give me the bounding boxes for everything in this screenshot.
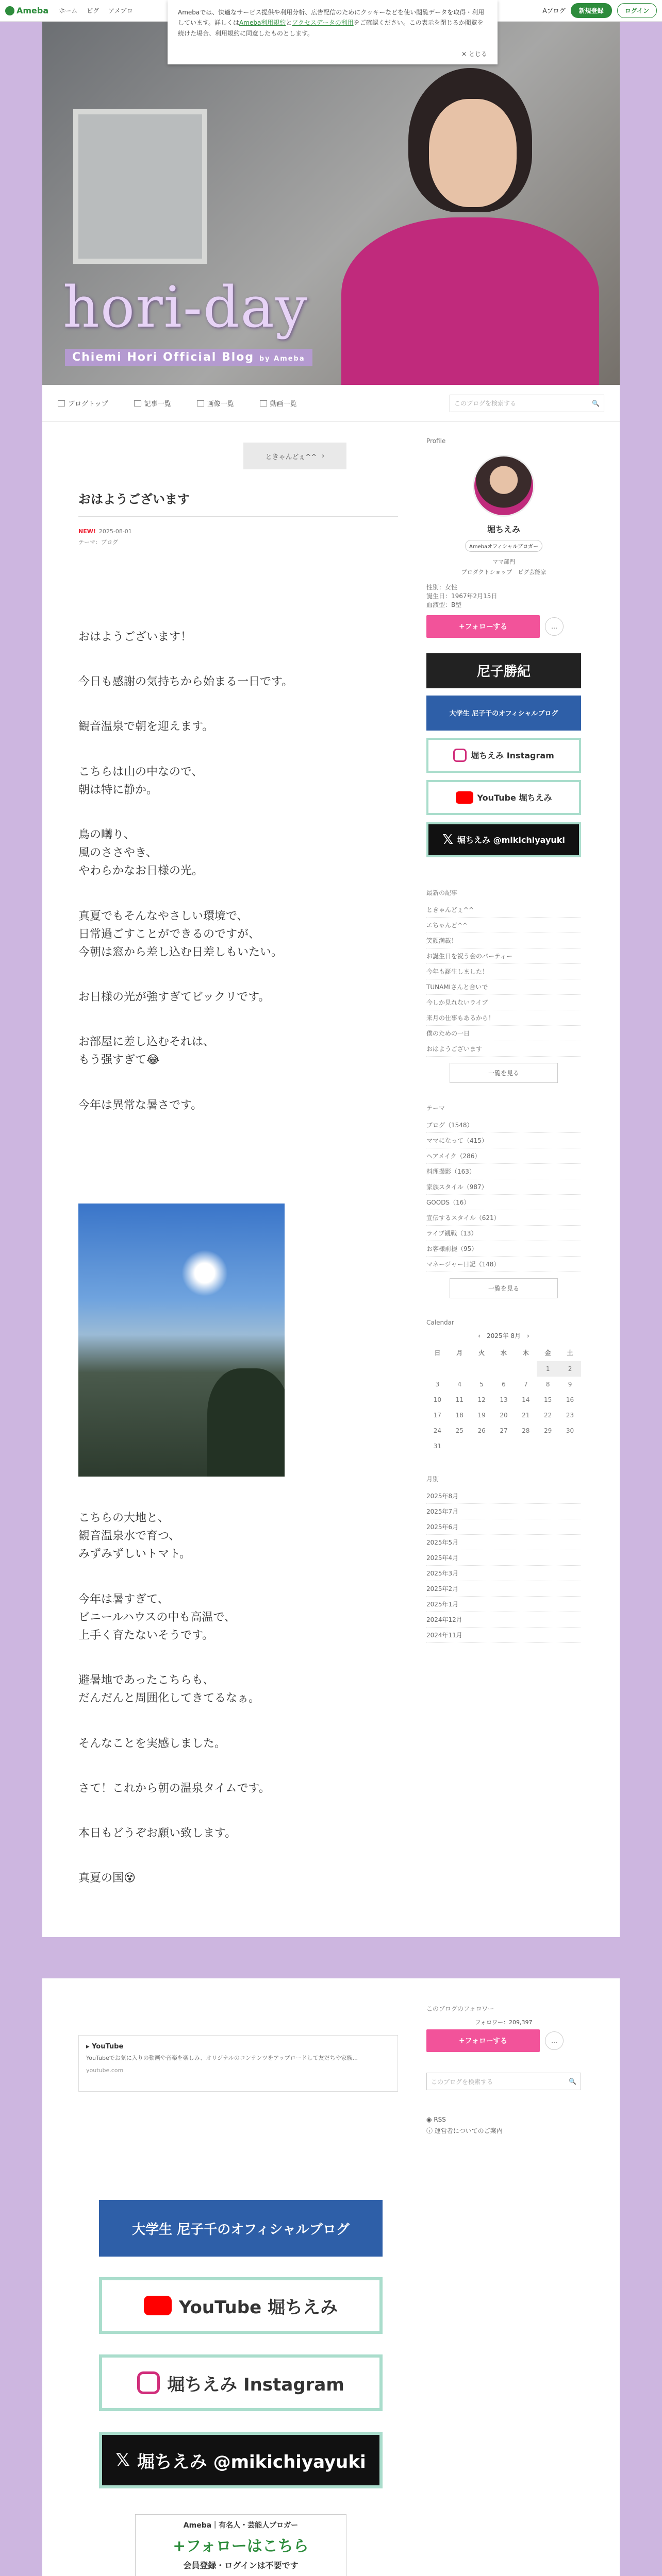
chevron-right-icon: › <box>322 452 325 460</box>
nav-blog-top[interactable]: ブログトップ <box>58 398 108 408</box>
archive-item[interactable]: 2025年5月 <box>426 1535 581 1550</box>
calendar-day[interactable]: 28 <box>522 1427 530 1434</box>
article-title[interactable]: おはようございます <box>78 489 398 517</box>
article-line: そんなことを実感しました。 <box>78 1737 226 1750</box>
article-meta <box>78 527 132 548</box>
follow-button-lower[interactable]: + フォローする <box>426 2029 540 2052</box>
article-line: おはようございます！ <box>78 631 192 643</box>
archive-item[interactable]: 2024年11月 <box>426 1628 581 1643</box>
home-icon <box>58 400 65 406</box>
calendar-day[interactable]: 18 <box>455 1411 464 1419</box>
theme-item[interactable]: ライブ観戦（13） <box>426 1226 581 1241</box>
calendar-weekday: 水 <box>500 1349 507 1357</box>
calendar-day <box>493 1438 515 1454</box>
page-gap <box>0 1937 662 1978</box>
nav-image-list[interactable]: 画像一覧 <box>197 398 234 408</box>
article-paragraph <box>78 826 439 880</box>
youtube-icon <box>456 791 473 804</box>
sidebar-search-input[interactable]: このブログを検索する 🔍 <box>426 2073 581 2090</box>
calendar-day[interactable]: 30 <box>566 1427 574 1434</box>
calendar-day[interactable]: 23 <box>566 1411 574 1419</box>
theme-item[interactable]: ヘアメイク（286） <box>426 1148 581 1164</box>
blog-navbar <box>42 385 620 422</box>
article-line: だんだんと周囲化してきてるなぁ。 <box>78 1692 260 1705</box>
article-paragraph <box>78 628 439 646</box>
recent-article-item[interactable]: 笑顔満載！ <box>426 933 581 948</box>
top-nav-pigg[interactable]: ピグ <box>87 7 100 14</box>
calendar-day <box>537 1438 559 1454</box>
calendar-day[interactable]: 31 <box>433 1442 442 1450</box>
calendar-day[interactable]: 21 <box>522 1411 530 1419</box>
article-line: みずみずしいトマト。 <box>78 1548 191 1561</box>
archive-item[interactable]: 2025年6月 <box>426 1519 581 1535</box>
article-paragraph <box>78 1780 439 1798</box>
profile-name[interactable]: 堀ちえみ <box>487 524 520 534</box>
list-icon <box>134 400 141 406</box>
theme-item[interactable]: GOODS（16） <box>426 1195 581 1210</box>
article-paragraph <box>78 907 439 962</box>
recent-article-item[interactable]: 今年も誕生しました！ <box>426 964 581 979</box>
article-line: 朝は特に静か。 <box>78 783 158 796</box>
banner-amako-katsunori[interactable]: 尼子勝紀 <box>426 653 581 688</box>
start-blog-link[interactable]: Aブログ <box>542 7 566 14</box>
archive-item[interactable]: 2025年2月 <box>426 1581 581 1597</box>
article-paragraph <box>78 988 439 1006</box>
calendar-day <box>449 1361 471 1377</box>
theme-item[interactable]: 料理撮影（163） <box>426 1164 581 1179</box>
follow-button[interactable]: + フォローする <box>426 615 540 638</box>
prev-article-button[interactable]: ときゃんどぇ^^ › <box>243 443 346 469</box>
footer-banner-instagram[interactable]: 堀ちえみ Instagram <box>99 2354 383 2411</box>
calendar-table <box>426 1344 581 1454</box>
article-paragraph <box>78 763 439 799</box>
article-line: もう强すぎて😂 <box>78 1054 160 1067</box>
banner-x[interactable]: 𝕏 堀ちえみ @mikichiyayuki <box>426 822 581 857</box>
blog-title[interactable]: hori-day <box>63 274 309 340</box>
calendar-day[interactable]: 2 <box>559 1361 581 1377</box>
calendar-day[interactable]: 5 <box>479 1380 484 1388</box>
article-line: ビニールハウスの中も高温で、 <box>78 1611 236 1624</box>
calendar-day <box>493 1361 515 1377</box>
recent-article-item[interactable]: エちゃんど^^ <box>426 918 581 933</box>
archive-item[interactable]: 2025年1月 <box>426 1597 581 1612</box>
calendar-day[interactable]: 25 <box>455 1427 464 1434</box>
youtube-card-url: youtube.com <box>86 2067 124 2074</box>
theme-item[interactable]: 宣伝するスタイル（621） <box>426 1210 581 1226</box>
archive-item[interactable]: 2025年4月 <box>426 1550 581 1566</box>
calendar-day[interactable]: 22 <box>544 1411 552 1419</box>
notice-close-button[interactable]: ✕ とじる <box>461 50 487 58</box>
article-line: 今日も感謝の気持ちから始まる一日です。 <box>78 675 293 689</box>
calendar-day[interactable]: 14 <box>522 1396 530 1403</box>
article-paragraph <box>78 1671 439 1707</box>
chevron-right-icon[interactable]: › <box>527 1332 529 1340</box>
calendar-day[interactable]: 24 <box>433 1427 442 1434</box>
official-badge: Amebaオフィシャルブロガー <box>465 540 542 552</box>
article-line: 観音温泉で朝を迎えます。 <box>78 720 214 734</box>
calendar-day[interactable]: 10 <box>433 1396 442 1403</box>
ameba-follow-banner[interactable]: Ameba｜有名人・芸能人ブロガー +フォローはこちら 会員登録・ログインは不要です <box>135 2514 346 2576</box>
footer-banner-amako[interactable]: 大学生 尼子千のオフィシャルブログ <box>99 2200 383 2257</box>
register-button[interactable]: 新規登録 <box>571 3 612 18</box>
nav-video-list[interactable]: 動画一覧 <box>260 398 297 408</box>
article-line: こちらは山の中なので、 <box>78 765 203 778</box>
calendar-day[interactable]: 3 <box>435 1380 440 1388</box>
theme-item[interactable]: ブログ（1548） <box>426 1117 581 1133</box>
recent-article-item[interactable]: お誕生日を祝う会のパーティー <box>426 948 581 964</box>
calendar-day[interactable]: 11 <box>455 1396 464 1403</box>
archive-item[interactable]: 2025年3月 <box>426 1566 581 1581</box>
article-paragraph <box>78 1735 439 1753</box>
article-body-2 <box>78 1509 439 1914</box>
calendar-day[interactable]: 19 <box>477 1411 486 1419</box>
recent-article-item[interactable]: 今しか見れないライブ <box>426 995 581 1010</box>
x-icon: 𝕏 <box>115 2450 130 2470</box>
recent-article-item[interactable]: おはようございます <box>426 1041 581 1057</box>
footer-banner-youtube[interactable]: YouTube 堀ちえみ <box>99 2277 383 2334</box>
calendar-weekday: 金 <box>544 1349 551 1357</box>
calendar-day[interactable]: 26 <box>477 1427 486 1434</box>
calendar-day[interactable]: 8 <box>545 1380 550 1388</box>
cookie-notice: Amebaでは、快適なサービス提供や利用分析、広告配信のためにクッキーなどを使い閲覧データを取得・利用しています。詳しくはAmeba利用規約とアクセスデータの利用をご確認ください。この表示を閉じるか閲覧を続けた場合、利用規約に同意したものとします。 ✕ とじる <box>168 0 498 64</box>
blog-search-input[interactable]: このブログを検索する 🔍 <box>450 395 604 412</box>
banner-youtube[interactable]: YouTube 堀ちえみ <box>426 780 581 815</box>
article-photo[interactable] <box>78 1204 285 1477</box>
youtube-icon <box>144 2296 172 2315</box>
article-line: さて！これから朝の温泉タイムです。 <box>78 1782 270 1795</box>
calendar-weekday: 木 <box>522 1349 529 1357</box>
rss-icon: ◉ <box>426 2116 432 2123</box>
blog-header-image <box>42 22 620 385</box>
top-nav-home[interactable]: ホーム <box>59 7 78 14</box>
article-theme[interactable]: テーマ：ブログ <box>78 538 118 546</box>
blog-subtitle: Chiemi Hori Official Blog by Ameba <box>65 349 312 366</box>
archive-heading: 月別 <box>426 1475 439 1483</box>
search-icon[interactable]: 🔍 <box>592 399 600 407</box>
theme-heading: テーマ <box>426 1104 445 1112</box>
article-line: やわらかなお日様の光。 <box>78 865 204 878</box>
calendar-day <box>426 1361 449 1377</box>
profile-gender: 性別：女性 <box>426 583 458 591</box>
banner-instagram[interactable]: 堀ちえみ Instagram <box>426 738 581 773</box>
article-line: 本日もどうぞお願い致します。 <box>78 1826 237 1840</box>
article-date: 2025-08-01 <box>98 528 132 535</box>
main-content-lower <box>42 1978 620 2576</box>
calendar-day <box>515 1361 537 1377</box>
calendar-day <box>515 1438 537 1454</box>
article-line: 日常過ごすことができるのですが、 <box>78 927 260 941</box>
theme-item[interactable]: お客様前提（95） <box>426 1241 581 1257</box>
article-paragraph <box>78 1033 439 1069</box>
recent-more-button[interactable]: 一覧を見る <box>450 1063 558 1083</box>
calendar-day[interactable]: 15 <box>544 1396 552 1403</box>
calendar-day[interactable]: 20 <box>500 1411 508 1419</box>
new-badge: NEW! <box>78 528 96 535</box>
profile-blood: 血液型：B型 <box>426 601 462 608</box>
profile-category: ママ部門 <box>492 558 515 565</box>
calendar-heading: Calendar <box>426 1318 454 1326</box>
calendar-day[interactable]: 16 <box>566 1396 574 1403</box>
youtube-card-desc: YouTubeでお気に入りの動画や音楽を楽しみ、オリジナルのコンテンツをアップロードして友だちや家族... <box>86 2055 358 2061</box>
article-line: 今年は暑すぎて、 <box>78 1592 169 1606</box>
calendar-day <box>449 1438 471 1454</box>
theme-item[interactable]: 家族スタイル（987） <box>426 1179 581 1195</box>
calendar-day[interactable]: 6 <box>502 1380 506 1388</box>
followers-heading: このブログのフォロワー <box>426 2005 494 2012</box>
calendar-month-nav: ‹ 2025年 8月 › <box>478 1332 529 1340</box>
footer-banner-x[interactable]: 𝕏 堀ちえみ @mikichiyayuki <box>99 2432 383 2488</box>
calendar-weekday: 火 <box>478 1349 485 1357</box>
banner-amako-blog[interactable]: 大学生 尼子千のオフィシャルブログ <box>426 696 581 731</box>
archive-item[interactable]: 2025年8月 <box>426 1488 581 1504</box>
article-line: 今朝は窓から差し込む日差しもいたい。 <box>78 945 283 959</box>
ameba-logo-icon <box>5 6 14 15</box>
access-data-link[interactable]: アクセスデータの利用 <box>292 19 354 27</box>
instagram-icon <box>137 2371 160 2394</box>
article-line: 真夏でもそんなやさしい環境で、 <box>78 909 249 923</box>
calendar-day <box>559 1438 581 1454</box>
calendar-day[interactable]: 12 <box>477 1396 486 1403</box>
article-paragraph <box>78 1824 439 1842</box>
calendar-day[interactable]: 29 <box>544 1427 552 1434</box>
theme-more-button[interactable]: 一覧を見る <box>450 1278 558 1298</box>
article-body-1 <box>78 628 439 1141</box>
nav-article-list[interactable]: 記事一覧 <box>134 398 171 408</box>
more-options-icon[interactable]: … <box>545 2031 564 2050</box>
article-line: 避暑地であったこちらも、 <box>78 1674 214 1687</box>
top-nav <box>59 6 133 15</box>
more-options-icon[interactable]: … <box>545 617 564 636</box>
youtube-link-card[interactable] <box>78 2035 398 2092</box>
calendar-weekday: 月 <box>456 1349 463 1357</box>
article-line: 鳥の囀り、 <box>78 828 136 841</box>
article-paragraph <box>78 1096 439 1114</box>
article-paragraph <box>78 1509 439 1564</box>
x-icon: 𝕏 <box>442 832 454 848</box>
recent-article-item[interactable]: TUNAMIさんと合いで <box>426 979 581 995</box>
calendar-day[interactable]: 9 <box>568 1380 572 1388</box>
calendar-day <box>471 1361 493 1377</box>
top-nav-ameblo[interactable]: アメブロ <box>108 7 133 14</box>
recent-articles <box>426 902 581 1057</box>
login-button[interactable]: ログイン <box>617 3 657 18</box>
archive-list <box>426 1488 581 1643</box>
article-line: 真夏の国😵 <box>78 1872 136 1885</box>
video-icon <box>260 400 267 406</box>
archive-item[interactable]: 2025年7月 <box>426 1504 581 1519</box>
rss-link[interactable]: ◉ RSS <box>426 2116 446 2123</box>
followers-count: フォロワー：209,397 <box>475 2019 533 2026</box>
profile-birthday: 誕生日：1967年2月15日 <box>426 592 498 600</box>
photo-tree <box>207 1368 285 1477</box>
article-line: 上手く育たないそうです。 <box>78 1629 214 1642</box>
calendar-day[interactable]: 27 <box>500 1427 508 1434</box>
sidebar <box>426 437 581 1643</box>
profile-heading: Profile <box>426 437 446 445</box>
recent-heading: 最新の記事 <box>426 889 458 896</box>
calendar-day[interactable]: 13 <box>500 1396 508 1403</box>
search-icon[interactable]: 🔍 <box>569 2078 576 2085</box>
calendar-day[interactable]: 1 <box>537 1361 559 1377</box>
profile-tags: プロダクトショップ ピグ芸能家 <box>461 568 547 575</box>
instagram-icon <box>453 749 467 762</box>
ameba-logo[interactable]: Ameba <box>5 6 48 15</box>
calendar-day[interactable]: 7 <box>523 1380 528 1388</box>
article-paragraph <box>78 718 439 736</box>
recent-article-item[interactable]: 僕のための一日 <box>426 1026 581 1041</box>
article-line: 今年は異常な暑さです。 <box>78 1098 203 1112</box>
calendar-day[interactable]: 17 <box>433 1411 442 1419</box>
calendar-weekday: 日 <box>434 1349 441 1357</box>
main-content <box>42 422 620 1937</box>
header-window-shape <box>73 109 207 264</box>
theme-item[interactable]: マネージャー日記（148） <box>426 1257 581 1272</box>
calendar-weekday: 土 <box>567 1349 573 1357</box>
article-line: こちらの大地と、 <box>78 1512 170 1524</box>
theme-list <box>426 1117 581 1272</box>
archive-item[interactable]: 2024年12月 <box>426 1612 581 1628</box>
article-paragraph <box>78 673 439 691</box>
photo-sun <box>181 1250 228 1296</box>
calendar-day[interactable]: 4 <box>457 1380 462 1388</box>
calendar-day <box>471 1438 493 1454</box>
sidebar-lower <box>426 2004 581 2135</box>
theme-item[interactable]: ママになって（415） <box>426 1133 581 1148</box>
article-paragraph <box>78 1869 439 1887</box>
camera-icon <box>197 400 204 406</box>
report-about-link[interactable]: ⓘ 運営者についてのご案内 <box>426 2127 503 2134</box>
article-line: お部屋に差し込むそれは、 <box>78 1036 215 1049</box>
chevron-left-icon[interactable]: ‹ <box>478 1332 481 1340</box>
article-paragraph <box>78 1590 439 1645</box>
article-line: 風のささやき、 <box>78 846 158 860</box>
profile-avatar[interactable] <box>473 455 535 517</box>
terms-link[interactable]: Ameba利用規約 <box>239 19 286 27</box>
recent-article-item[interactable]: ときゃんどぇ^^ <box>426 902 581 918</box>
recent-article-item[interactable]: 来月の仕事もあるから！ <box>426 1010 581 1026</box>
info-icon: ⓘ <box>426 2127 433 2134</box>
article-line: 観音温泉水で育つ、 <box>78 1530 180 1543</box>
youtube-card-title: ▸ YouTube <box>86 2043 124 2050</box>
article-line: お日様の光が強すぎてビックリです。 <box>78 991 270 1004</box>
header-portrait <box>331 53 599 385</box>
